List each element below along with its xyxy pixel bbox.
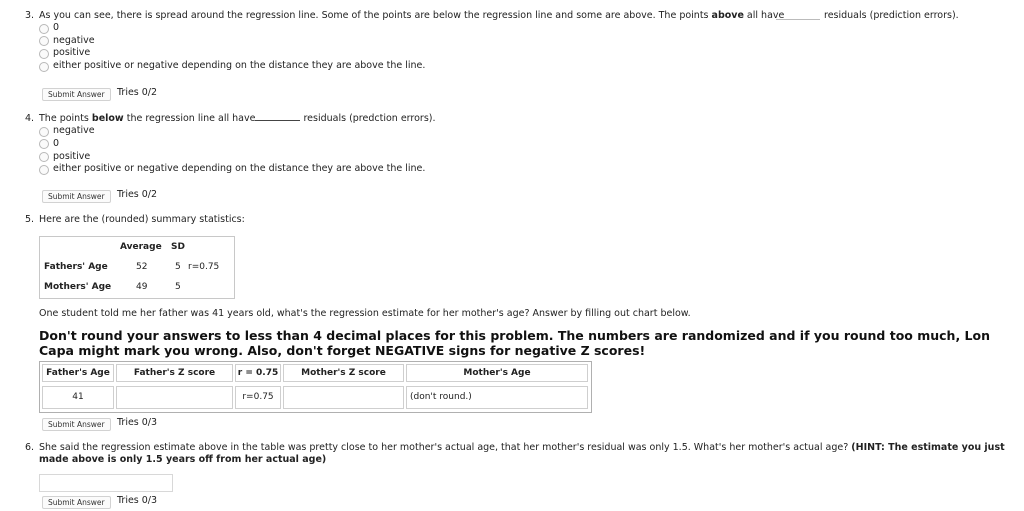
stats-col-average: Average [120,242,162,252]
q3-bold-word: above [711,10,744,21]
q3-tries: Tries 0/2 [117,87,158,98]
col-mothers-age: Mother's Age [406,364,588,382]
q4-radio-2[interactable] [39,152,49,162]
q3-blank [776,19,820,20]
summary-stats-table [39,236,235,299]
regression-answer-table [39,361,592,413]
mothers-age-input[interactable]: (don't round.) [406,386,588,409]
q3-number: 3. [25,10,35,21]
q6-tries: Tries 0/3 [117,495,158,506]
q5-number: 5. [25,214,35,225]
q4-blank [255,120,300,121]
q4-submit-button[interactable]: Submit Answer [42,190,111,203]
q5-prompt: One student told me her father was 41 years old, what's the regression estimate for her mother's age? Answer by filling out chart below. [39,308,691,319]
q4-option-0: negative [53,125,95,136]
q4-option-3: either positive or negative depending on the distance they are above the line. [53,163,426,174]
stats-row2-label: Mothers' Age [44,282,112,292]
q6-submit-button[interactable]: Submit Answer [42,496,111,509]
col-fathers-z: Father's Z score [116,364,233,382]
q5-warning: Don't round your answers to less than 4 decimal places for this problem. The numbers are randomized and if you round too much, Lon Capa might mark you wrong. Also, don't forget NEGATIVE signs for negative Z scores! [39,328,991,358]
q4-tries: Tries 0/2 [117,189,158,200]
stats-row2-avg: 49 [136,282,148,292]
q5-text: Here are the (rounded) summary statistics: [39,214,245,225]
stats-row1-label: Fathers' Age [44,262,108,272]
q3-text-after: all have [743,10,785,21]
col-mothers-z: Mother's Z score [283,364,404,382]
q3-option-2: positive [53,47,91,58]
q4-radio-1[interactable] [39,139,49,149]
col-r: r = 0.75 [235,364,281,382]
q3-option-0: 0 [53,22,60,33]
q4-radio-3[interactable] [39,165,49,175]
q4-bold-word: below [91,113,124,124]
q6-hint: (HINT: The estimate you just made above is only 1.5 years off from her actual age) [39,442,1005,465]
r-value: r=0.75 [235,386,281,409]
q6-question-text [39,442,1014,466]
q3-text-end: residuals (prediction errors). [824,10,959,21]
q4-radio-0[interactable] [39,127,49,137]
q4-text-after: the regression line all have [123,113,256,124]
stats-row1-avg: 52 [136,262,148,272]
q3-option-1: negative [53,35,95,46]
q4-text-before: The points [39,113,92,124]
q4-text-end: residuals (predction errors). [300,113,436,124]
q3-question-text [39,10,784,21]
q6-text: She said the regression estimate above in the table was pretty close to her mother's actual age, that her mother's residual was only 1.5. What's her mother's actual age? [39,442,852,453]
fathers-age-value: 41 [42,386,114,409]
q5-tries: Tries 0/3 [117,417,158,428]
q4-question-text [39,113,436,124]
q5-submit-button[interactable]: Submit Answer [42,418,111,431]
stats-r: r=0.75 [188,262,220,272]
q3-radio-2[interactable] [39,49,49,59]
q3-radio-0[interactable] [39,24,49,34]
col-fathers-age: Father's Age [42,364,114,382]
q3-radio-3[interactable] [39,62,49,72]
mothers-z-input[interactable] [283,386,404,409]
stats-row1-sd: 5 [175,262,181,272]
q6-answer-input[interactable] [39,474,173,492]
q3-radio-1[interactable] [39,36,49,46]
stats-col-sd: SD [171,242,185,252]
q4-option-1: 0 [53,138,60,149]
q4-option-2: positive [53,151,91,162]
q3-text-before: As you can see, there is spread around the regression line. Some of the points are below the regression line and some are above. The points [39,10,712,21]
q6-number: 6. [25,442,35,453]
q3-option-3: either positive or negative depending on the distance they are above the line. [53,60,426,71]
q4-number: 4. [25,113,35,124]
stats-row2-sd: 5 [175,282,181,292]
q3-submit-button[interactable]: Submit Answer [42,88,111,101]
fathers-z-input[interactable] [116,386,233,409]
